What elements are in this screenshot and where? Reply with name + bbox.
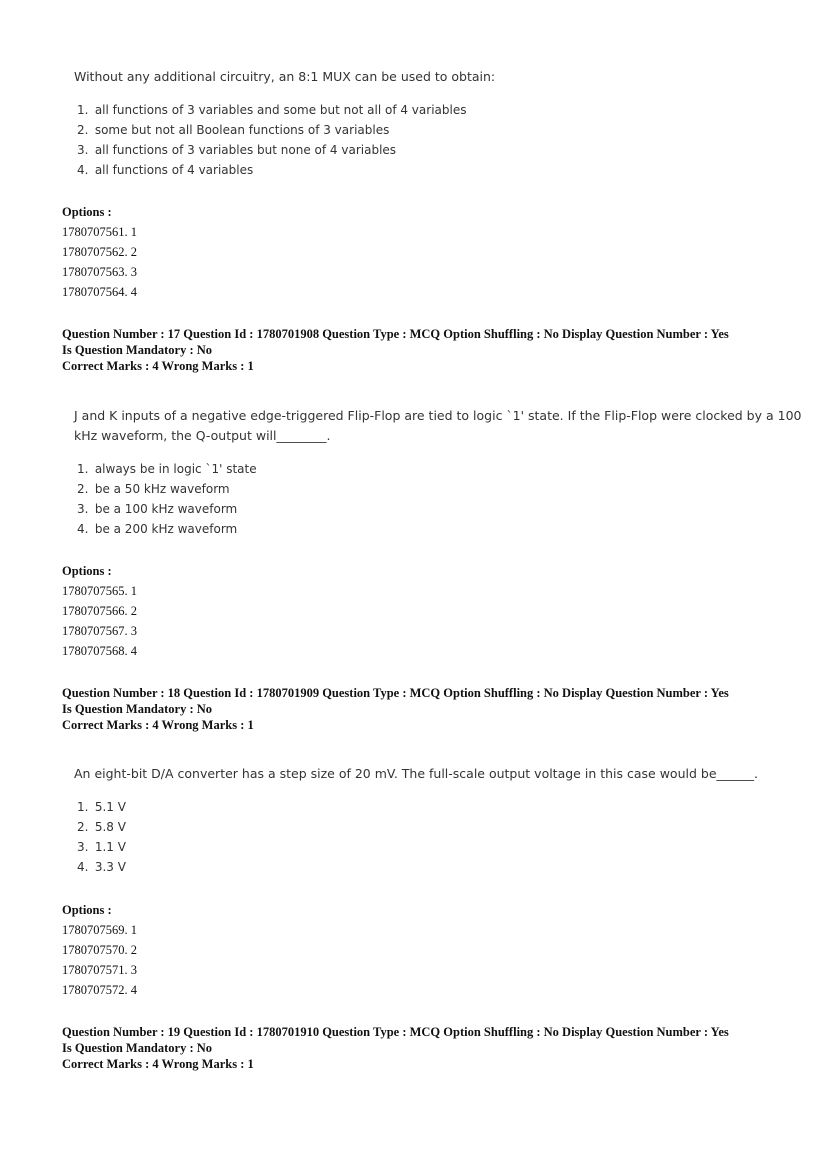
option-id: 1780707563. 3 — [62, 265, 137, 279]
choice-item: 1. all functions of 3 variables and some but not all of 4 variables — [77, 103, 467, 117]
question-19-meta: Question Number : 19 Question Id : 1780701910 Question Type : MCQ Option Shuffling : No Display Question Number : Yes Is Question Mandatory : No Correct Marks : 4 Wrong Marks : 1 — [62, 1025, 729, 1071]
option-id: 1780707572. 4 — [62, 983, 137, 997]
question-16-text: Without any additional circuitry, an 8:1 MUX can be used to obtain: — [74, 69, 496, 84]
options-label: Options : — [62, 903, 112, 917]
options-label: Options : — [62, 564, 112, 578]
choice-item: 4. 3.3 V — [77, 860, 126, 874]
choice-item: 1. always be in logic `1' state — [77, 462, 257, 476]
option-id: 1780707570. 2 — [62, 943, 137, 957]
option-id: 1780707565. 1 — [62, 584, 137, 598]
question-18-meta: Question Number : 18 Question Id : 1780701909 Question Type : MCQ Option Shuffling : No Display Question Number : Yes Is Question Mandatory : No Correct Marks : 4 Wrong Marks : 1 — [62, 686, 729, 732]
question-17-choices — [77, 459, 777, 539]
choice-item: 3. be a 100 kHz waveform — [77, 502, 238, 516]
choice-item: 2. 5.8 V — [77, 820, 126, 834]
question-17-options — [62, 562, 362, 661]
question-18-choices — [77, 797, 377, 877]
choice-item: 3. 1.1 V — [77, 840, 126, 854]
choice-item: 2. some but not all Boolean functions of 3 variables — [77, 123, 390, 137]
question-17-text: J and K inputs of a negative edge-triggered Flip-Flop are tied to logic `1' state. If the Flip-Flop were clocked by a 100 kHz waveform, the Q-output will________. — [74, 408, 802, 443]
choice-item: 4. be a 200 kHz waveform — [77, 522, 238, 536]
option-id: 1780707564. 4 — [62, 285, 137, 299]
question-18-text: An eight-bit D/A converter has a step size of 20 mV. The full-scale output voltage in this case would be______. — [74, 766, 758, 781]
choice-item: 2. be a 50 kHz waveform — [77, 482, 230, 496]
question-16-choices — [77, 100, 777, 180]
option-id: 1780707562. 2 — [62, 245, 137, 259]
option-id: 1780707567. 3 — [62, 624, 137, 638]
option-id: 1780707568. 4 — [62, 644, 137, 658]
option-id: 1780707566. 2 — [62, 604, 137, 618]
question-17-meta: Question Number : 17 Question Id : 1780701908 Question Type : MCQ Option Shuffling : No Display Question Number : Yes Is Question Mandatory : No Correct Marks : 4 Wrong Marks : 1 — [62, 327, 729, 373]
question-18-options — [62, 901, 362, 1000]
option-id: 1780707569. 1 — [62, 923, 137, 937]
options-label: Options : — [62, 205, 112, 219]
question-16-options — [62, 203, 362, 302]
option-id: 1780707561. 1 — [62, 225, 137, 239]
choice-item: 1. 5.1 V — [77, 800, 126, 814]
choice-item: 4. all functions of 4 variables — [77, 163, 254, 177]
option-id: 1780707571. 3 — [62, 963, 137, 977]
choice-item: 3. all functions of 3 variables but none of 4 variables — [77, 143, 397, 157]
